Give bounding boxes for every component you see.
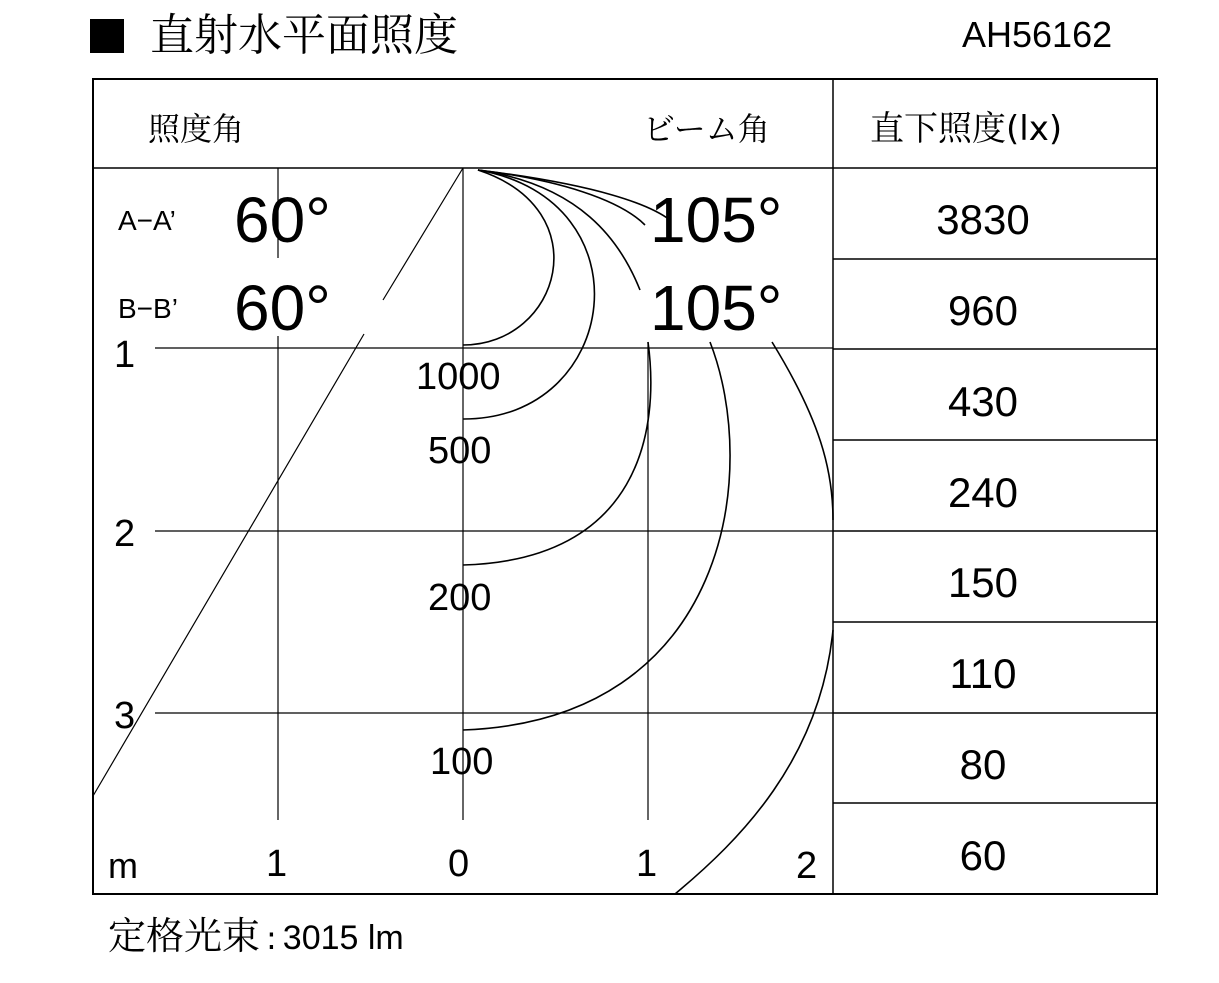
chart-grid xyxy=(93,168,833,820)
axis-b-illuminance-angle: 60° xyxy=(234,272,331,344)
lux-value: 3830 xyxy=(936,196,1030,243)
contour-label-100: 100 xyxy=(430,741,494,783)
rated-luminous-flux xyxy=(108,914,404,958)
beam-line xyxy=(383,168,463,300)
direct-illuminance-values xyxy=(936,196,1029,879)
x-axis-label-0: 0 xyxy=(448,843,470,885)
lux-value: 430 xyxy=(947,378,1019,425)
x-axis-unit: m xyxy=(108,845,138,886)
model-code: AH56162 xyxy=(962,14,1113,55)
axis-a-illuminance-angle: 60° xyxy=(234,184,331,256)
lux-value: 960 xyxy=(947,287,1019,334)
lux-value: 60 xyxy=(959,832,1007,879)
axis-a-beam-angle: 105° xyxy=(650,184,783,256)
page-title: 直射水平面照度 xyxy=(150,10,458,61)
x-axis-label-right-2: 2 xyxy=(796,845,818,887)
axis-b-beam-angle: 105° xyxy=(650,272,783,344)
y-axis-label-1: 1 xyxy=(114,334,136,376)
beam-angle-header: ビーム角 xyxy=(643,110,770,148)
lux-value: 80 xyxy=(959,741,1007,788)
rated-flux-label: 定格光束 xyxy=(108,914,261,958)
x-axis-label-right-1: 1 xyxy=(636,843,658,885)
contour-label-200: 200 xyxy=(428,577,492,619)
y-axis-label-2: 2 xyxy=(114,513,136,555)
illuminance-angle-header: 照度角 xyxy=(148,110,245,148)
rated-flux-value: 3015 lm xyxy=(282,919,404,957)
rated-flux-separator: : xyxy=(266,919,277,957)
y-axis-label-3: 3 xyxy=(114,695,136,737)
direct-illuminance-header: 直下照度(lx) xyxy=(870,109,1063,149)
contour-1000 xyxy=(463,170,554,345)
contour-label-500: 500 xyxy=(428,430,492,472)
lux-value: 240 xyxy=(947,469,1019,516)
lux-value: 150 xyxy=(947,559,1019,606)
axis-b-label: B−B’ xyxy=(118,293,178,324)
contour-label-1000: 1000 xyxy=(416,356,501,398)
lux-value: 110 xyxy=(949,650,1017,697)
axis-a-label: A−A’ xyxy=(118,205,176,236)
x-axis-label-left-1: 1 xyxy=(266,843,288,885)
